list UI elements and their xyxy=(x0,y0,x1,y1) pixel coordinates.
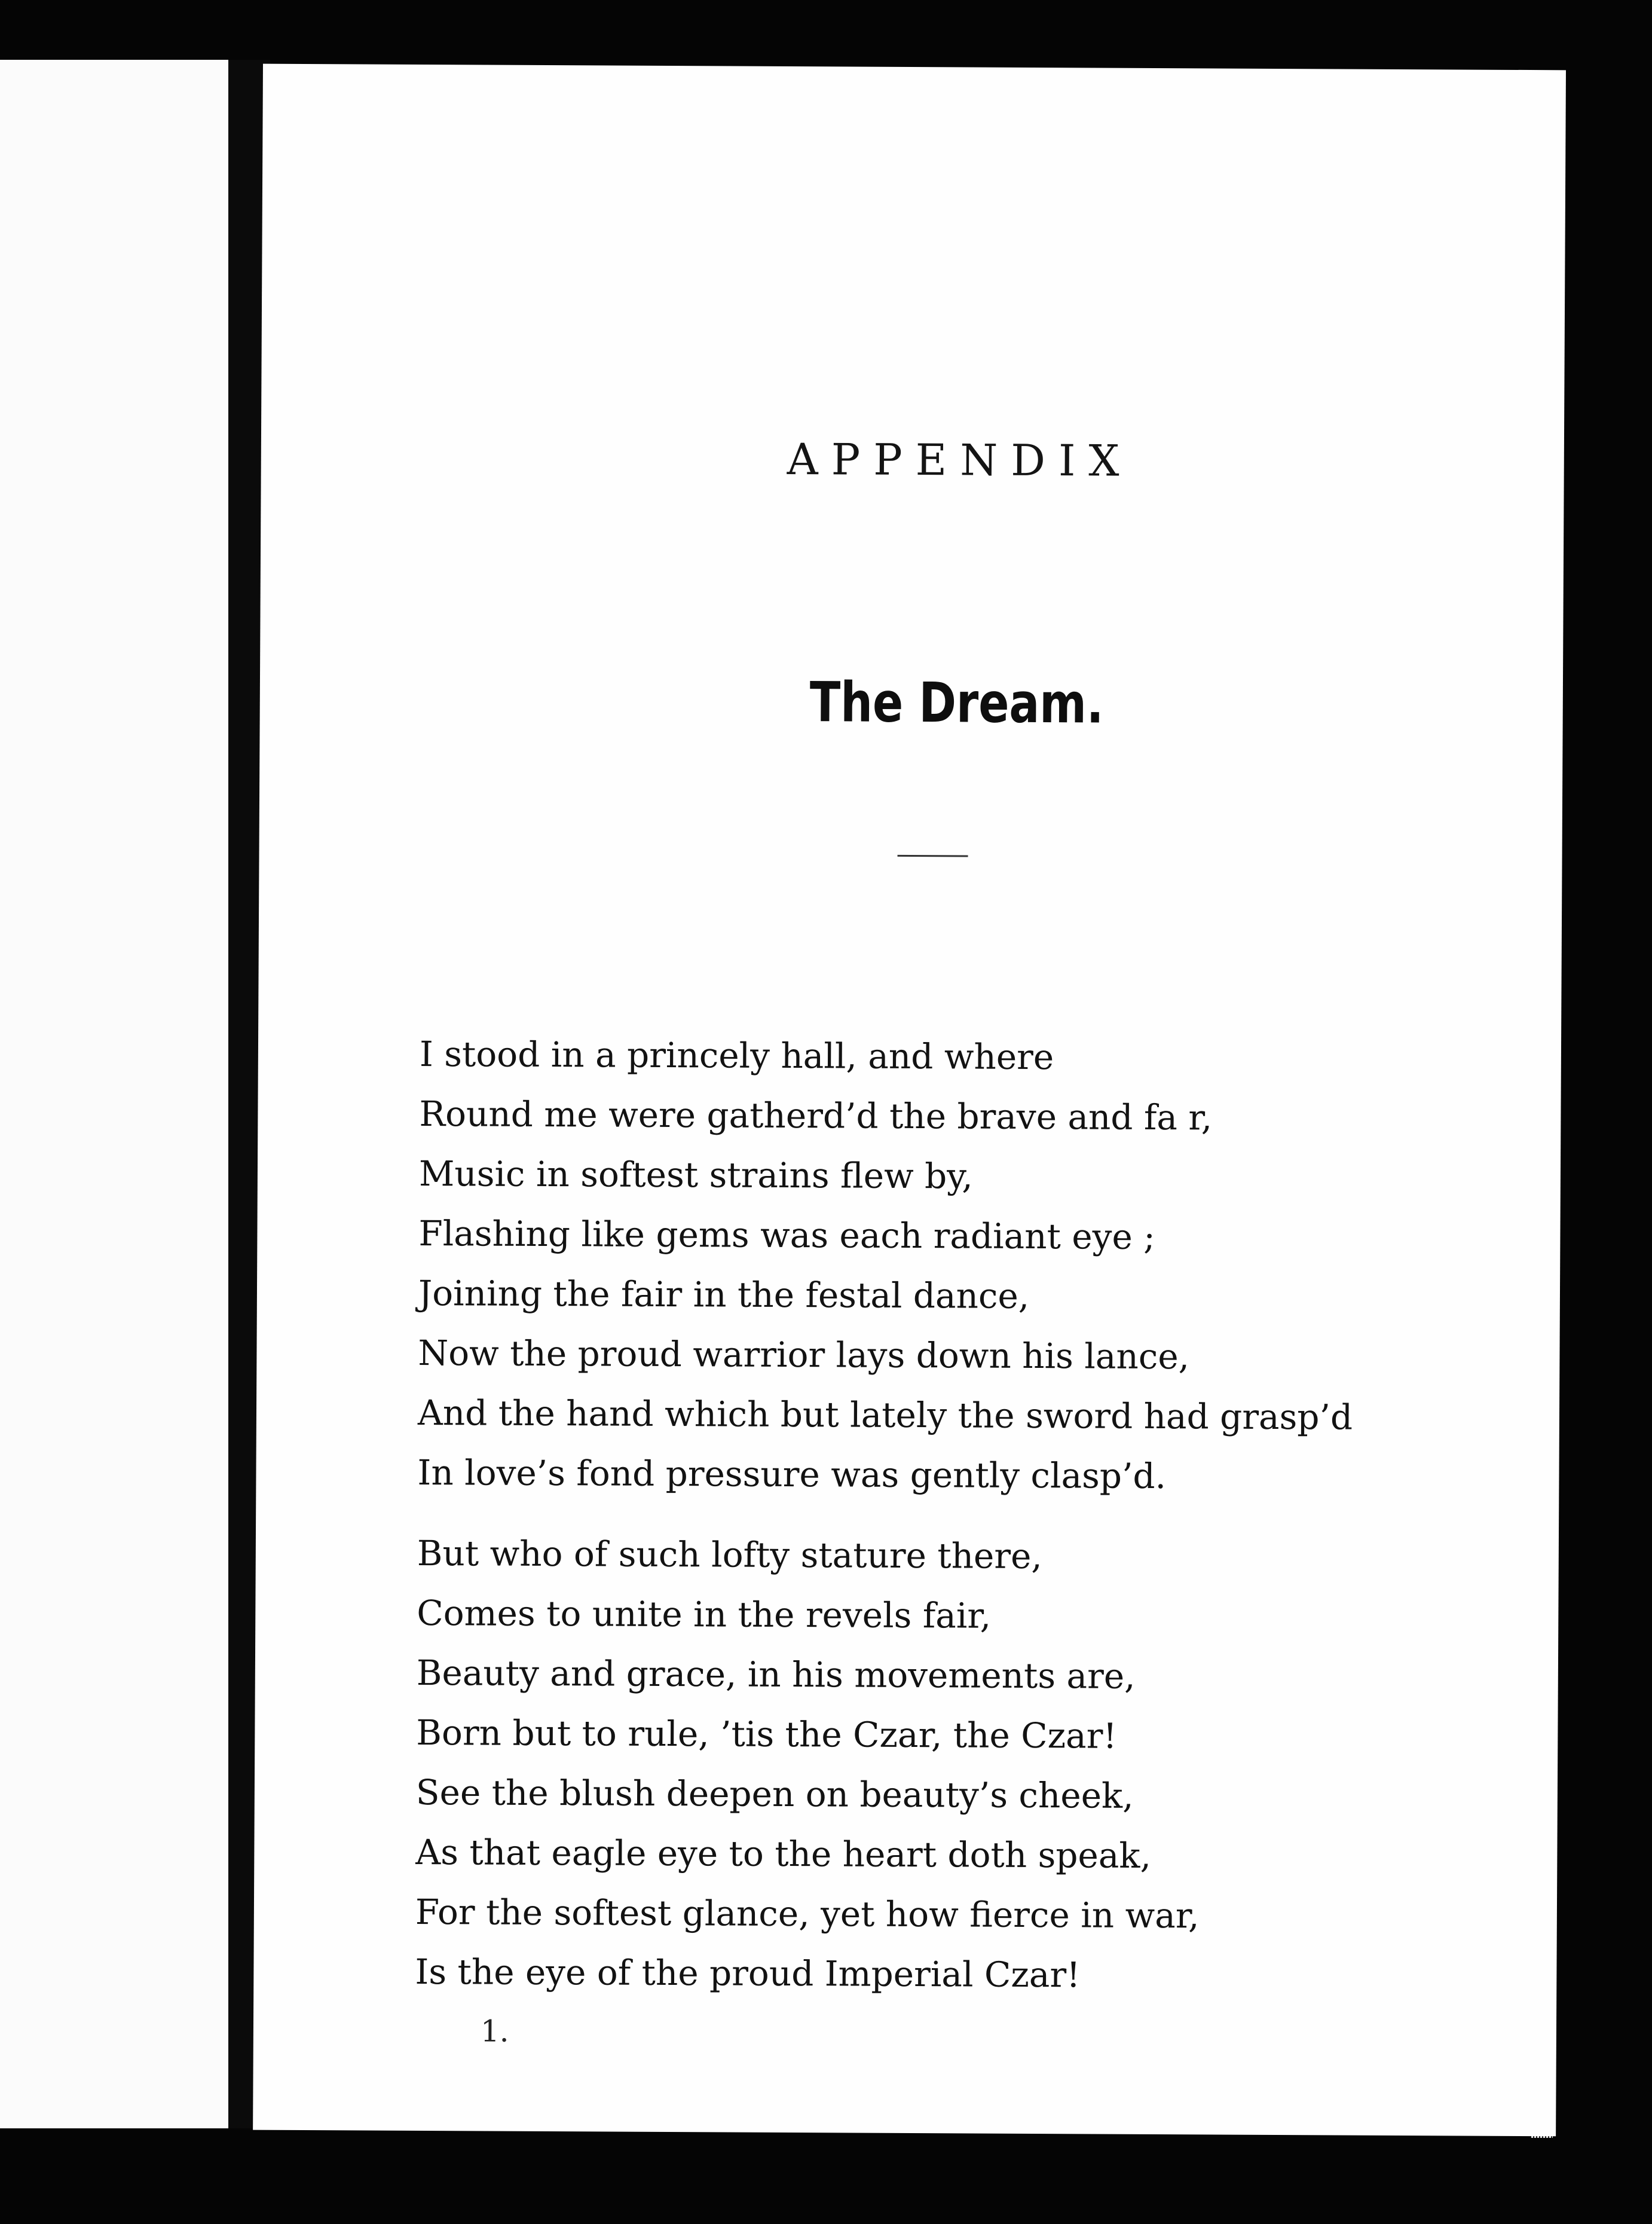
poem-title: The Dream. xyxy=(809,670,1104,736)
verse-line: Comes to unite in the revels fair, xyxy=(417,1592,992,1636)
verse-line: See the blush deepen on beauty’s cheek, xyxy=(415,1771,1134,1816)
stanza-1 xyxy=(417,1024,1354,1507)
running-head: APPENDIX xyxy=(787,433,1133,486)
verse-line: Born but to rule, ’tis the Czar, the Czar! xyxy=(416,1712,1117,1756)
verse-line: Is the eye of the proud Imperial Czar! xyxy=(415,1951,1081,1996)
verse-line: And the hand which but lately the sword had grasp’d xyxy=(417,1392,1353,1438)
title-divider xyxy=(898,855,968,857)
verse-line: Joining the fair in the festal dance, xyxy=(418,1272,1030,1316)
verse-line: Round me were gatherd’d the brave and fa r, xyxy=(419,1093,1213,1138)
verse-line: For the softest glance, yet how fierce in war, xyxy=(415,1891,1200,1936)
facing-page-edge xyxy=(0,60,228,2128)
verse-line: I stood in a princely hall, and where xyxy=(419,1033,1054,1078)
verse-line: In love’s fond pressure was gently clasp’d. xyxy=(417,1452,1167,1497)
page-number: 1. xyxy=(480,2014,509,2049)
stanza-2 xyxy=(415,1523,1201,2005)
verse-line: Now the proud warrior lays down his lance, xyxy=(418,1332,1190,1377)
verse-line: Flashing like gems was each radiant eye ; xyxy=(418,1212,1155,1257)
verse-line: Music in softest strains flew by, xyxy=(418,1153,973,1197)
verse-line: As that eagle eye to the heart doth speak, xyxy=(415,1831,1152,1876)
verse-line: But who of such lofty stature there, xyxy=(417,1532,1043,1577)
verse-line: Beauty and grace, in his movements are, xyxy=(416,1652,1136,1697)
book-page xyxy=(253,64,1566,2137)
